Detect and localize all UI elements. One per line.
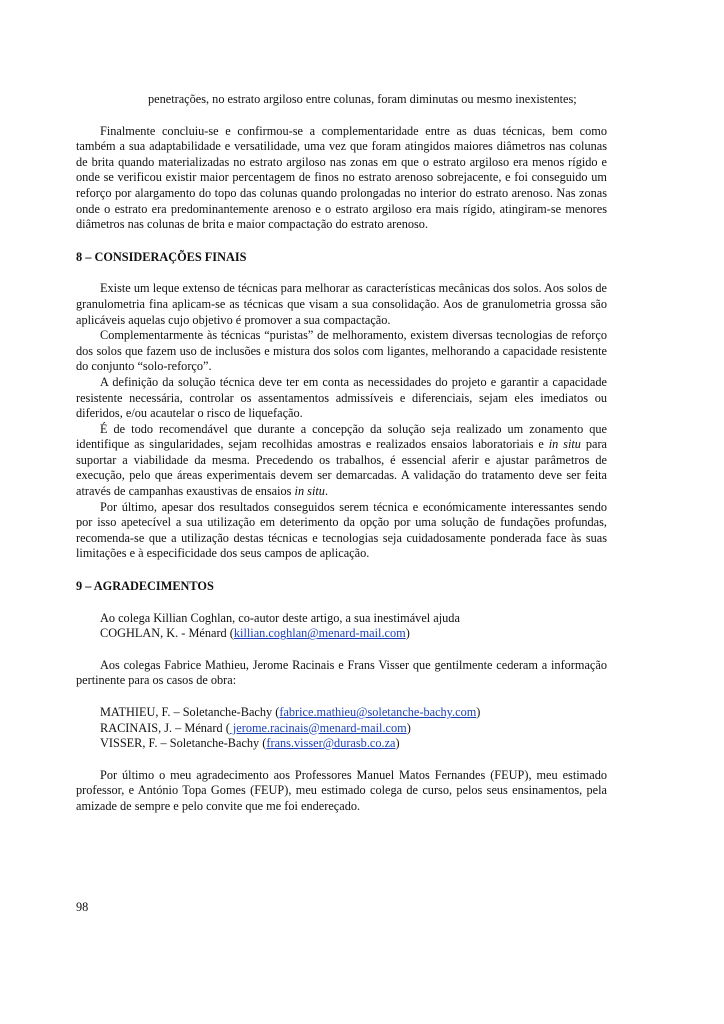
thanks-professors: Por último o meu agradecimento aos Professores Manuel Matos Fernandes (FEUP), meu estimado professor, e António Topa Gomes (FEUP), meu estimado colega de curso, pelos seus ensinamentos, pela amizade de sempre e pelo convite que me foi endereçado. [76, 767, 607, 813]
thanks-colleagues: Aos colegas Fabrice Mathieu, Jerome Racinais e Frans Visser que gentilmente cederam a informação pertinente para os casos de obra: [76, 657, 607, 688]
contact-mathieu [100, 705, 607, 721]
email-link-visser[interactable]: frans.visser@durasb.co.za [266, 736, 396, 751]
paren: ) [405, 626, 410, 641]
contact-visser [100, 736, 607, 752]
section-8-paragraph-2: Complementarmente às técnicas “puristas” de melhoramento, existem diversas tecnologias de reforço dos solos que fazem uso de inclusões e mistura dos solos com ligantes, melhorando a capacidade resistente do conjunto “solo-reforço”. [76, 328, 607, 374]
conclusion-paragraph: Finalmente concluiu-se e confirmou-se a complementaridade entre as duas técnicas, bem como também a sua adaptabilidade e versatilidade, uma vez que foram atingidos maiores diâmetros nas colunas de brita quando materializadas no estrato argiloso nas zonas em que o estrato argiloso era menos rígido e onde se verificou existir maior percentagem de finos no estrato arenoso sobrejacente, e foi conseguido um reforço por alargamento do topo das colunas quando prolongadas no interior do estrato arenoso. Nas zonas onde o estrato era predominantemente arenoso e o estrato argiloso era mais rígido, atingiram-se menores diâmetros nas colunas de brita e maior compactação do estrato arenoso. [76, 123, 607, 232]
contact-name: RACINAIS, J. – Ménard ( [100, 720, 230, 735]
email-link-coghlan[interactable]: killian.coghlan@menard-mail.com [233, 626, 406, 641]
contact-name: MATHIEU, F. – Soletanche-Bachy ( [100, 705, 280, 719]
page-body [76, 92, 607, 815]
section-8-paragraph-3: A definição da solução técnica deve ter em conta as necessidades do projeto e garantir a capacidade resistente necessária, controlar os assentamentos admissíveis e diferenciais, sejam eles imediatos ou diferidos, e/ou acautelar o risco de liquefação. [76, 374, 607, 421]
contact-name: VISSER, F. – Soletanche-Bachy ( [100, 736, 267, 751]
paren: ) [395, 736, 400, 751]
contact-coghlan [100, 626, 607, 642]
contact-racinais [100, 721, 607, 737]
contact-name: COGHLAN, K. - Ménard ( [100, 626, 234, 641]
paragraph-text: É de todo recomendável que durante a concepção da solução seja realizado um zonamento que identifique as singularidades, sejam recolhidas amostras e realizados ensaios laboratoriais e [76, 421, 607, 452]
paragraph-text: . [324, 484, 329, 499]
paren: ) [406, 720, 411, 735]
paragraph-text: para suportar a viabilidade da mesma. Precedendo os trabalhos, é essencial aferir e ajustar parâmetros de execução, pelo que áreas experimentais devem ser demarcadas. A validação do tratamento deve ser feita através de campanhas exaustivas de ensaios [76, 437, 608, 499]
thanks-coghlan: Ao colega Killian Coghlan, co-autor deste artigo, a sua inestimável ajuda [100, 610, 460, 625]
section-8-heading: 8 – CONSIDERAÇÕES FINAIS [76, 249, 247, 264]
section-8-paragraph-4 [76, 422, 607, 500]
section-8-paragraph-5: Por último, apesar dos resultados conseguidos serem técnica e económicamente interessantes sendo por isso apetecível a sua utilização em deterimento da opção por uma solução de fundações profundas, recomenda-se que a utilização destas técnicas e tecnologias seja cuidadosamente ponderada face às suas limitações e à especificidade dos seus campos de aplicação. [76, 499, 607, 561]
email-link-racinais[interactable]: jerome.racinais@menard-mail.com [229, 720, 407, 735]
bullet-continuation: penetrações, no estrato argiloso entre colunas, foram diminutas ou mesmo inexistentes; [148, 92, 577, 106]
paren: ) [476, 705, 481, 719]
page-number: 98 [76, 900, 89, 914]
italic-term: in situ [294, 484, 325, 499]
section-8-paragraph-1: Existe um leque extenso de técnicas para melhorar as características mecânicas dos solos. Aos solos de granulometria fina aplicam-se as técnicas que visam a sua consolidação. Aos de granulometria grossa são aplicáveis aquelas cujo objetivo é promover a sua compactação. [76, 281, 607, 327]
email-link-mathieu[interactable]: fabrice.mathieu@soletanche-bachy.com [279, 705, 477, 719]
italic-term: in situ [548, 437, 581, 452]
section-9-heading: 9 – AGRADECIMENTOS [76, 579, 214, 594]
